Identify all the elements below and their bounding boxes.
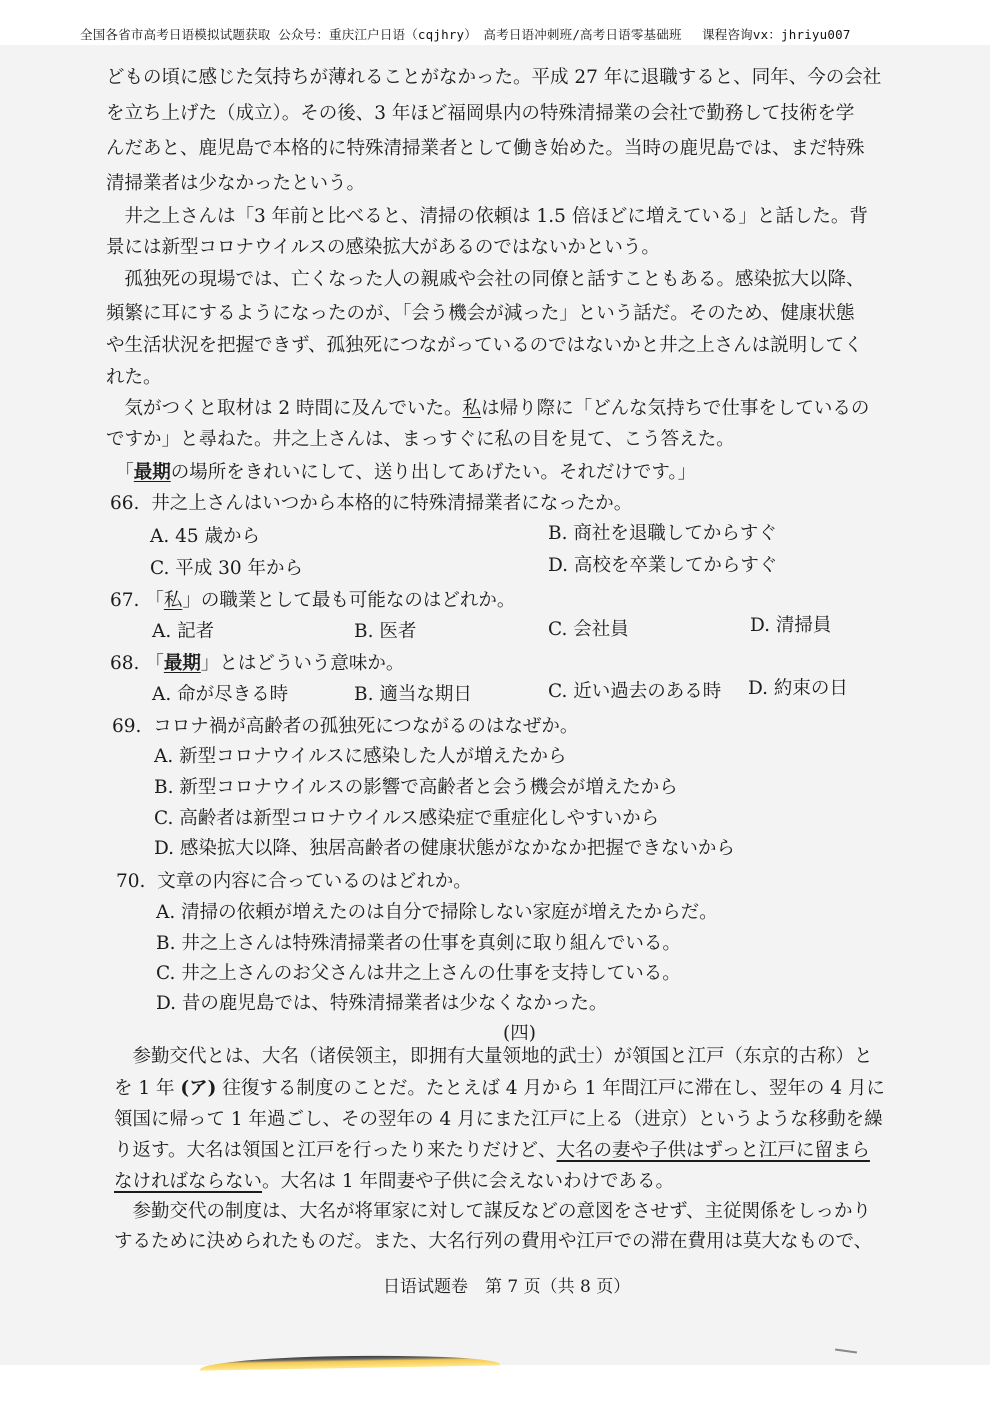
- page-footer: 日语试题卷 第 7 页（共 8 页）: [383, 1277, 631, 1297]
- section-heading: (四): [503, 1023, 536, 1044]
- passage-line: 頻繁に耳にするようになったのが、「会う機会が減った」という話だ。そのため、健康状態: [106, 303, 855, 324]
- option-c: C. 近い過去のある時: [548, 681, 722, 702]
- question-stem: 68. 「最期」とはどういう意味か。: [110, 653, 405, 674]
- option-a: A. 清掃の依頼が増えたのは自分で掃除しない家庭が増えたからだ。: [156, 902, 718, 923]
- source-banner-bar: [0, 0, 992, 45]
- passage-line: 清掃業者は少なかったという。: [106, 173, 366, 194]
- underlined-watashi: 私: [462, 398, 482, 419]
- passage-line: れた。: [106, 367, 162, 388]
- option-a: A. 命が尽きる時: [152, 684, 289, 705]
- passage-line: や生活状況を把握できず、孤独死につながっているのではないかと井之上さんは説明してく: [106, 335, 863, 356]
- passage-line: ですか」と尋ねた。井之上さんは、まっすぐに私の目を見て、こう答えた。: [106, 429, 735, 450]
- option-b: B. 商社を退職してからすぐ: [548, 523, 777, 544]
- passage-quote: 「最期の場所をきれいにして、送り出してあげたい。それだけです。」: [106, 462, 697, 483]
- option-c: C. 高齢者は新型コロナウイルス感染症で重症化しやすいから: [154, 808, 660, 829]
- option-d: D. 高校を卒業してからすぐ: [548, 555, 778, 576]
- passage-line: 領国に帰って 1 年過ごし、その翌年の 4 月にまた江戸に上る（进京）というような移動を繰: [114, 1109, 883, 1130]
- passage-line: どもの頃に感じた気持ちが薄れることがなかった。平成 27 年に退職すると、同年、今の会社: [106, 67, 882, 88]
- passage-line: 気がつくと取材は 2 時間に及んでいた。私は帰り際に「どんな気持ちで仕事をしているの: [106, 398, 870, 419]
- passage-line: するために決められたものだ。また、大名行列の費用や江戸での滞在費用は莫大なもので、: [114, 1231, 873, 1252]
- option-d: D. 清掃員: [750, 615, 832, 636]
- passage-line: なければならない。大名は 1 年間妻や子供に会えないわけである。: [114, 1171, 675, 1192]
- passage-line: を 1 年 (ア) 往復する制度のことだ。たとえば 4 月から 1 年間江戸に滞在し、翌年の 4 月に: [114, 1078, 885, 1099]
- underlined-phrase: 大名の妻や子供はずっと江戸に留まら: [556, 1140, 870, 1161]
- option-b: B. 医者: [354, 621, 417, 642]
- option-b: B. 新型コロナウイルスの影響で高齢者と会う機会が増えたから: [154, 777, 678, 798]
- underlined-saigo: 最期: [133, 462, 171, 483]
- option-c: C. 会社員: [548, 619, 629, 640]
- option-b: B. 適当な期日: [354, 684, 472, 705]
- option-a: A. 新型コロナウイルスに感染した人が増えたから: [154, 746, 567, 767]
- passage-line: り返す。大名は領国と江戸を行ったり来たりだけど、大名の妻や子供はずっと江戸に留まら: [114, 1140, 870, 1161]
- option-a: A. 記者: [152, 621, 215, 642]
- source-banner-text: 全国各省市高考日语模拟试题获取 公众号：重庆江户日语（cqjhry） 高考日语冲刺班/高考日语零基础班 课程咨询vx：jhriyu007: [80, 27, 851, 42]
- underlined-phrase-cont: なければならない: [114, 1171, 263, 1192]
- option-c: C. 井之上さんのお父さんは井之上さんの仕事を支持している。: [156, 963, 681, 984]
- option-d: D. 昔の鹿児島では、特殊清掃業者は少なくなかった。: [156, 993, 608, 1014]
- option-d: D. 約束の日: [748, 678, 848, 699]
- passage-line: 井之上さんは「3 年前と比べると、清掃の依頼は 1.5 倍ほどに増えている」と話した。背: [106, 206, 868, 227]
- question-stem: 67. 「私」の職業として最も可能なのはどれか。: [110, 590, 516, 611]
- option-b: B. 井之上さんは特殊清掃業者の仕事を真剣に取り組んでいる。: [156, 933, 681, 954]
- question-stem: 70. 文章の内容に合っているのはどれか。: [116, 871, 472, 892]
- passage-line: 参勤交代の制度は、大名が将軍家に対して謀反などの意図をさせず、主従関係をしっかり: [114, 1201, 872, 1222]
- passage-line: を立ち上げた（成立）。その後、3 年ほど福岡県内の特殊清掃業の会社で勤務して技術を学: [106, 103, 855, 124]
- question-stem: 69. コロナ禍が高齢者の孤独死につながるのはなぜか。: [112, 716, 579, 737]
- passage-line: 孤独死の現場では、亡くなった人の親戚や会社の同僚と話すこともある。感染拡大以降、: [106, 269, 865, 290]
- passage-line: んだあと、鹿児島で本格的に特殊清掃業者として働き始めた。当時の鹿児島では、まだ特殊: [106, 138, 865, 159]
- question-stem: 66. 井之上さんはいつから本格的に特殊清掃業者になったか。: [110, 493, 633, 514]
- passage-line: 景には新型コロナウイルスの感染拡大があるのではないかという。: [106, 237, 660, 258]
- blank-a: (ア): [180, 1078, 217, 1099]
- option-c: C. 平成 30 年から: [150, 558, 304, 579]
- option-d: D. 感染拡大以降、独居高齢者の健康状態がなかなか把握できないから: [154, 838, 735, 859]
- option-a: A. 45 歳から: [150, 526, 261, 547]
- passage-line: 参勤交代とは、大名（诸侯领主，即拥有大量领地的武士）が領国と江戸（东京的古称）と: [114, 1046, 873, 1067]
